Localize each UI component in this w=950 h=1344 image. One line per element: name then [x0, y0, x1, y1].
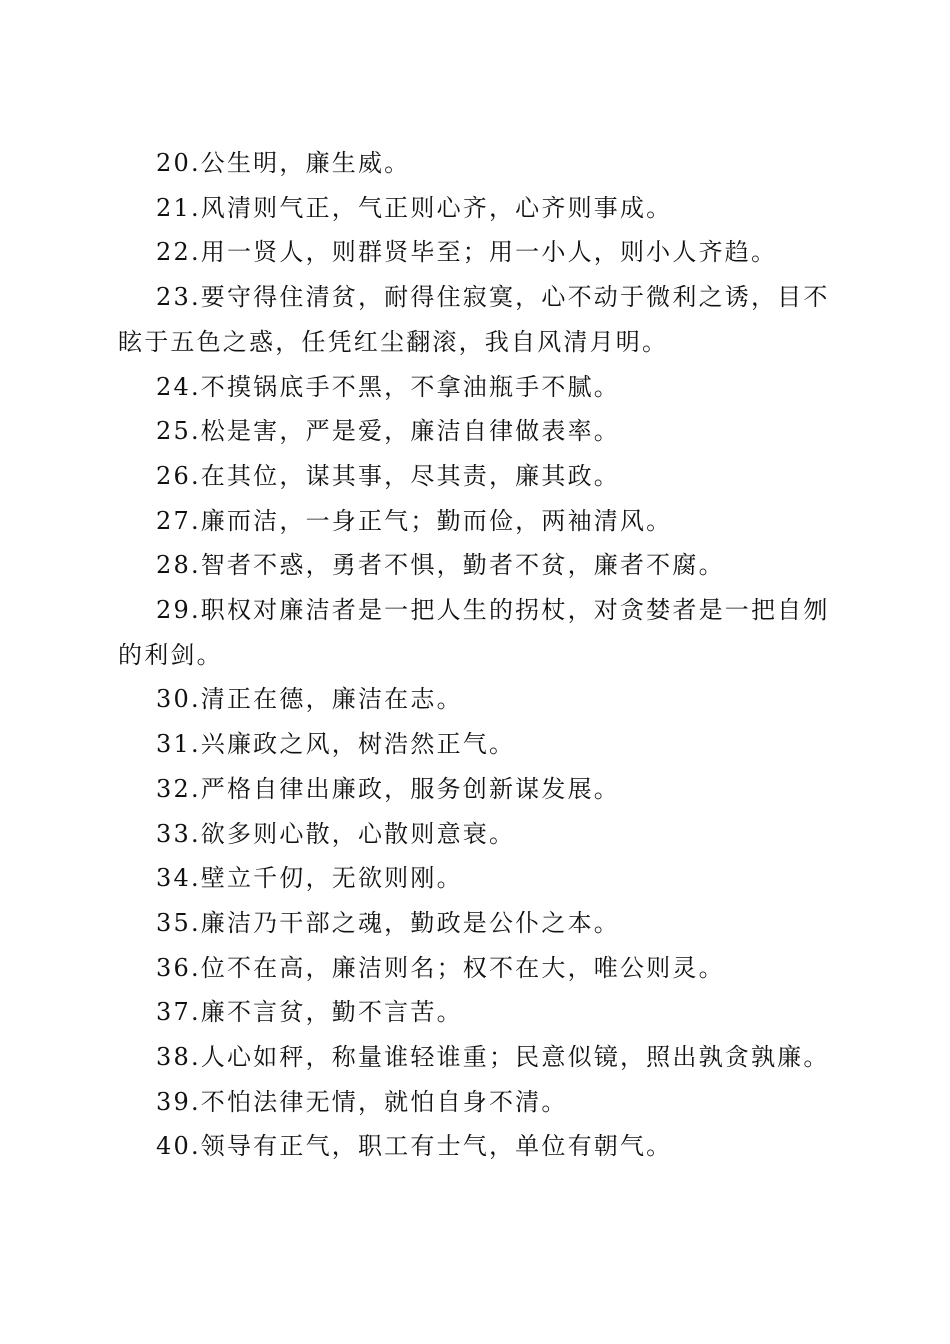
list-item: 39.不怕法律无情，就怕自身不清。	[156, 1087, 568, 1116]
list-item: 36.位不在高，廉洁则名；权不在大，唯公则灵。	[156, 953, 725, 982]
list-item: 25.松是害，严是爱，廉洁自律做表率。	[156, 417, 620, 446]
list-item: 31.兴廉政之风，树浩然正气。	[156, 730, 516, 759]
list-item: 28.智者不惑，勇者不惧，勤者不贫，廉者不腐。	[156, 551, 725, 580]
list-item: 29.职权对廉洁者是一把人生的拐杖，对贪婪者是一把自刎的利剑。	[118, 596, 830, 669]
list-item: 30.清正在德，廉洁在志。	[156, 685, 463, 714]
list-item: 27.廉而洁，一身正气；勤而俭，两袖清风。	[156, 506, 673, 535]
list-item: 22.用一贤人，则群贤毕至；用一小人，则小人齐趋。	[156, 238, 778, 267]
list-item: 23.要守得住清贫，耐得住寂寞，心不动于微利之诱，目不眩于五色之惑，任凭红尘翻滚，我自风清月明。	[118, 283, 830, 356]
list-item: 24.不摸锅底手不黑，不拿油瓶手不腻。	[156, 372, 620, 401]
list-item: 37.廉不言贫，勤不言苦。	[156, 998, 463, 1027]
list-item: 21.风清则气正，气正则心齐，心齐则事成。	[156, 193, 673, 222]
list-item: 26.在其位，谋其事，尽其责，廉其政。	[156, 461, 620, 490]
list-item: 33.欲多则心散，心散则意衰。	[156, 819, 516, 848]
list-item: 20.公生明，廉生威。	[156, 149, 411, 177]
list-item: 38.人心如秤，称量谁轻谁重；民意似镜，照出孰贪孰廉。	[156, 1043, 830, 1072]
list-item: 40.领导有正气，职工有士气，单位有朝气。	[156, 1132, 673, 1161]
slogan-list	[118, 141, 830, 1169]
list-item: 32.严格自律出廉政，服务创新谋发展。	[156, 774, 620, 803]
list-item: 35.廉洁乃干部之魂，勤政是公仆之本。	[156, 908, 620, 937]
list-item: 34.壁立千仞，无欲则刚。	[156, 864, 463, 893]
